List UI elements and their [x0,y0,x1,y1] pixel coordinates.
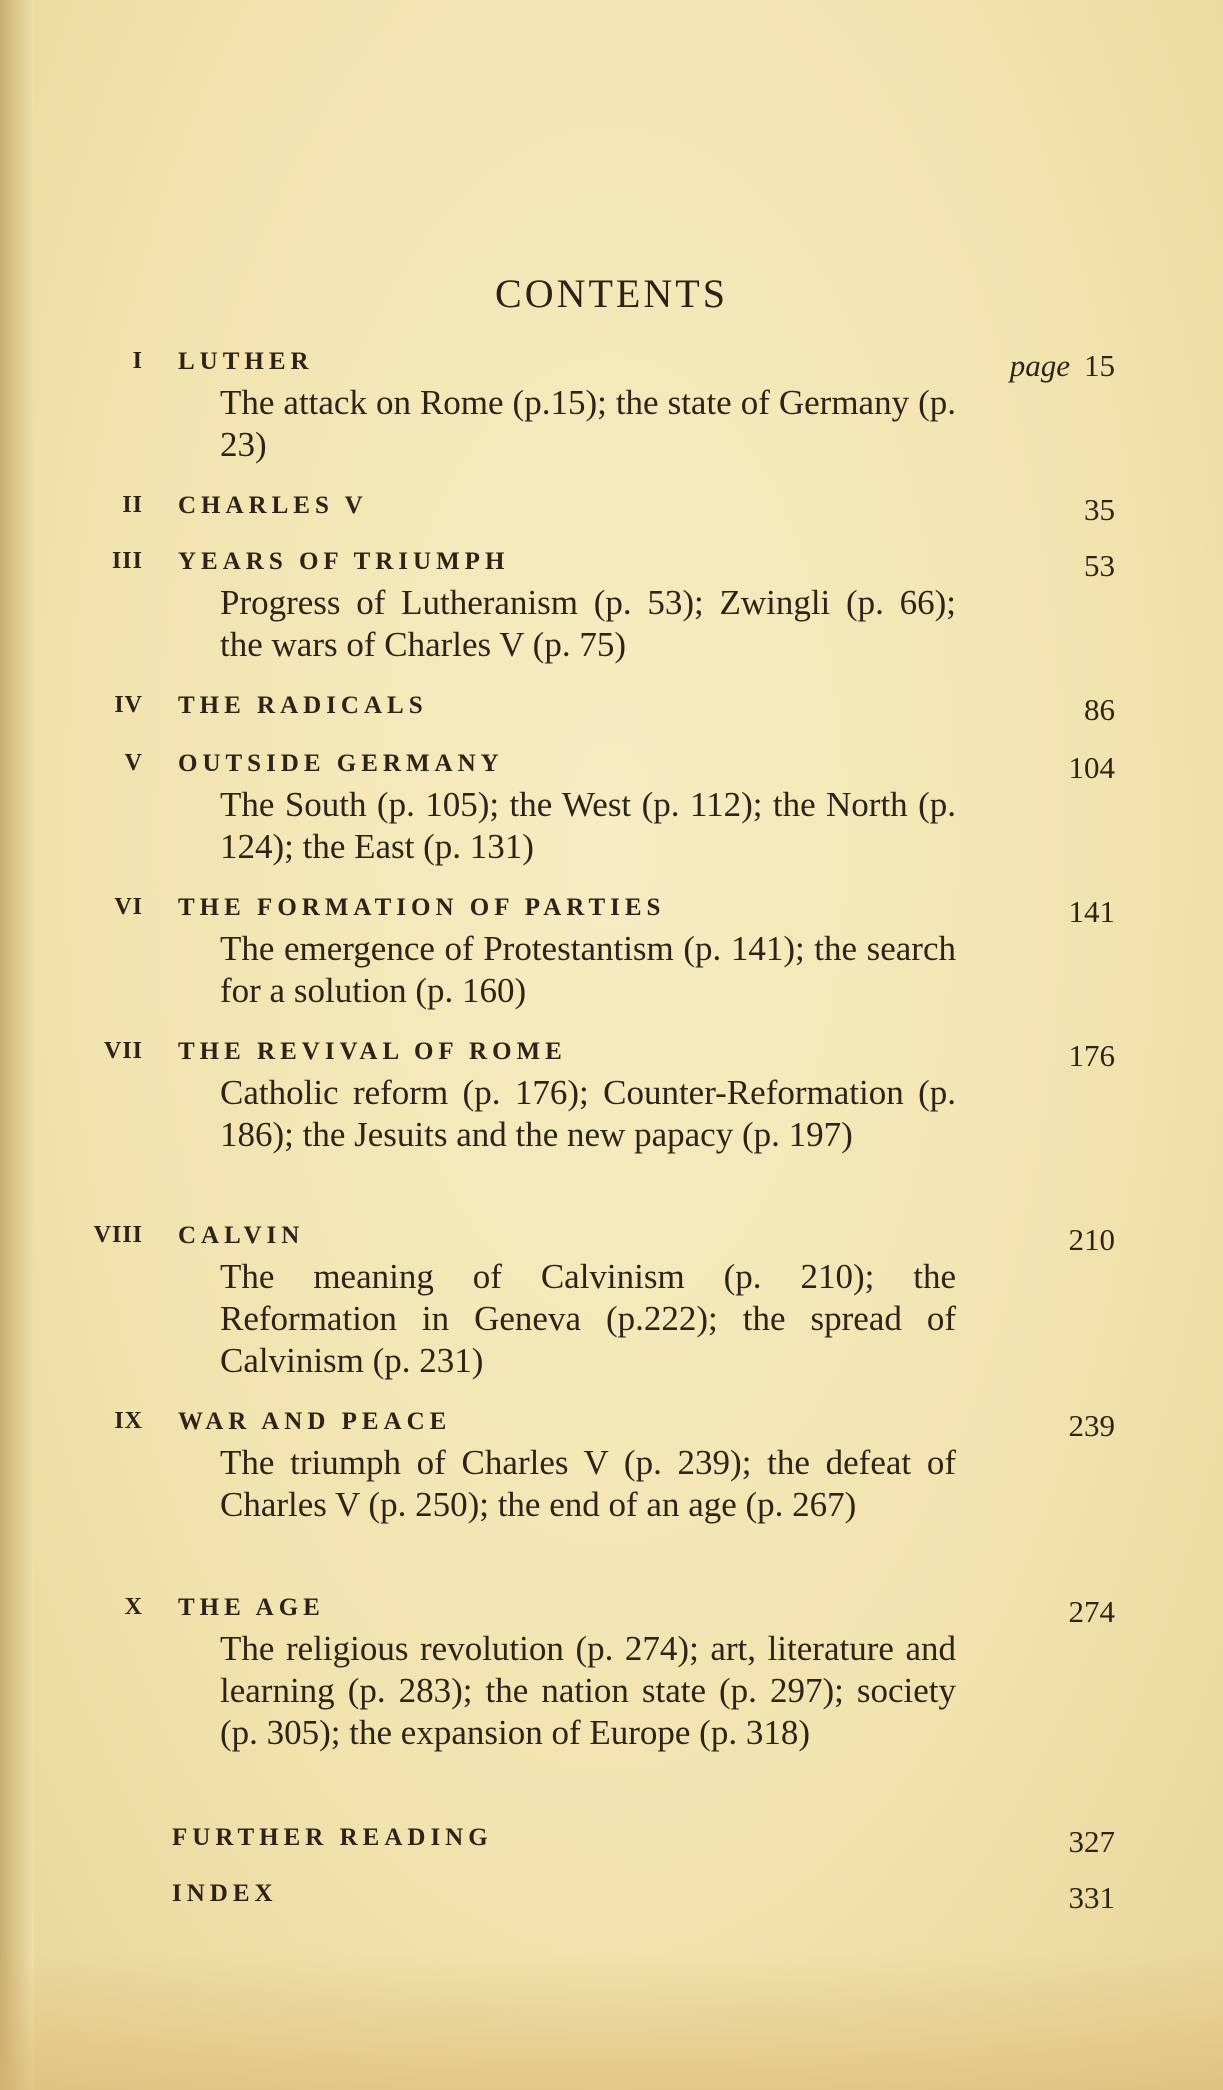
chapter-page-number: 86 [1084,692,1115,727]
chapter-heading: CALVIN [178,1222,305,1249]
chapter-number: IV [114,692,143,718]
chapter-description: Catholic reform (p. 176); Counter-Reformation (p. 186); the Jesuits and the new papacy (p. 197) [220,1073,956,1154]
chapter-heading: THE FORMATION OF PARTIES [178,894,666,921]
chapter-page-number: 210 [1068,1222,1115,1257]
chapter-number: VI [114,894,143,920]
chapter-heading: THE REVIVAL OF ROME [178,1038,567,1065]
chapter-number: II [122,492,143,518]
chapter-page-number: 15 [1084,348,1115,383]
chapter-number: III [111,548,143,574]
contents-title: CONTENTS [495,271,728,316]
chapter-number: I [132,348,143,374]
chapter-page-number: 53 [1084,548,1115,583]
chapter-description: The religious revolution (p. 274); art, literature and learning (p. 283); the nation state (p. 297); society (p. 305); the expansion of Europe (p. 318) [220,1629,956,1752]
chapter-page-number: 35 [1084,492,1115,527]
chapter-page-number: 141 [1068,894,1115,929]
section-heading: FURTHER READING [172,1824,493,1851]
chapter-description: Progress of Lutheranism (p. 53); Zwingli (p. 66); the wars of Charles V (p. 75) [220,583,956,664]
chapter-page-number: 104 [1068,750,1115,785]
chapter-number: IX [114,1408,143,1434]
chapter-heading: THE RADICALS [178,692,428,719]
chapter-page-number: 176 [1068,1038,1115,1073]
chapter-heading: CHARLES V [178,492,368,519]
chapter-page-number: 274 [1068,1594,1115,1629]
page-age-stain [0,1950,1223,2090]
chapter-description: The triumph of Charles V (p. 239); the defeat of Charles V (p. 250); the end of an age (p. 267) [220,1443,956,1524]
chapter-page-number: 239 [1068,1408,1115,1443]
chapter-number: X [124,1594,143,1620]
chapter-heading: YEARS OF TRIUMPH [178,548,510,575]
section-page-number: 327 [1068,1824,1115,1859]
chapter-number: V [124,750,143,776]
chapter-number: VIII [93,1222,143,1248]
chapter-page [1010,348,1115,384]
section-heading: INDEX [172,1880,278,1907]
section-page-number: 331 [1068,1880,1115,1915]
chapter-description: The meaning of Calvinism (p. 210); the Reformation in Geneva (p.222); the spread of Calvinism (p. 231) [220,1257,956,1380]
page-label: page [1009,348,1070,383]
chapter-number: VII [103,1038,143,1064]
chapter-heading: LUTHER [178,348,314,375]
chapter-description: The South (p. 105); the West (p. 112); the North (p. 124); the East (p. 131) [220,785,956,866]
chapter-heading: OUTSIDE GERMANY [178,750,504,777]
chapter-description: The attack on Rome (p.15); the state of Germany (p. 23) [220,383,956,464]
chapter-heading: THE AGE [178,1594,325,1621]
chapter-description: The emergence of Protestantism (p. 141); the search for a solution (p. 160) [220,929,956,1010]
chapter-heading: WAR AND PEACE [178,1408,452,1435]
